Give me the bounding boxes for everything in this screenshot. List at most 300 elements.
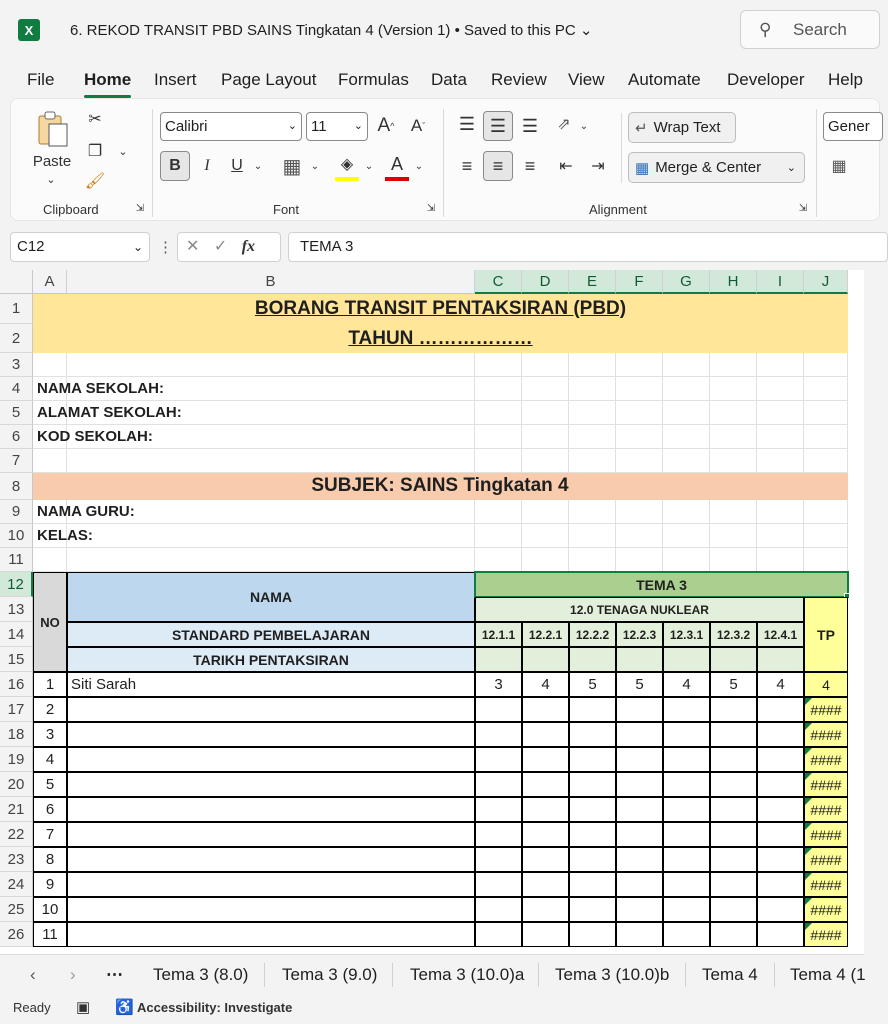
- cell[interactable]: [522, 524, 569, 548]
- header-standard-code[interactable]: 12.1.1: [475, 622, 522, 647]
- macro-record-icon[interactable]: ▣: [76, 999, 91, 1016]
- score-cell[interactable]: [522, 797, 569, 822]
- score-cell[interactable]: [616, 722, 663, 747]
- format-painter-icon[interactable]: 🖌: [84, 173, 106, 190]
- cell[interactable]: [710, 401, 757, 425]
- score-cell[interactable]: [569, 897, 616, 922]
- score-cell[interactable]: 3: [475, 672, 522, 697]
- score-cell[interactable]: [475, 847, 522, 872]
- font-size-select[interactable]: 11 ⌄: [306, 112, 368, 141]
- cell[interactable]: [522, 353, 569, 377]
- cell[interactable]: [663, 449, 710, 473]
- italic-button[interactable]: I: [204, 157, 210, 174]
- score-cell[interactable]: [569, 922, 616, 947]
- score-cell[interactable]: [757, 772, 804, 797]
- cell[interactable]: [522, 449, 569, 473]
- tp-cell[interactable]: ####: [804, 797, 848, 822]
- score-cell[interactable]: [475, 747, 522, 772]
- tarikh-cell[interactable]: [757, 647, 804, 672]
- label-alamat-sekolah[interactable]: ALAMAT SEKOLAH:: [33, 401, 475, 425]
- tab-data[interactable]: Data: [431, 70, 467, 89]
- fill-color-dropdown-icon[interactable]: ⌄: [364, 160, 374, 172]
- paste-dropdown-icon[interactable]: ⌄: [46, 173, 56, 186]
- cell[interactable]: [757, 353, 804, 377]
- sheet-tab[interactable]: Tema 4: [702, 965, 758, 984]
- score-cell[interactable]: [710, 897, 757, 922]
- cell[interactable]: [33, 449, 67, 473]
- header-standard-code[interactable]: 12.2.2: [569, 622, 616, 647]
- score-cell[interactable]: [569, 822, 616, 847]
- cell[interactable]: [475, 401, 522, 425]
- decrease-indent-icon[interactable]: ⇤: [559, 158, 573, 175]
- sheet-tab[interactable]: Tema 3 (8.0): [153, 965, 249, 984]
- column-header[interactable]: F: [616, 270, 663, 294]
- score-cell[interactable]: 4: [757, 672, 804, 697]
- tp-cell[interactable]: ####: [804, 897, 848, 922]
- tarikh-cell[interactable]: [569, 647, 616, 672]
- student-name[interactable]: [67, 897, 475, 922]
- borders-icon[interactable]: ▦: [282, 155, 302, 178]
- row-header[interactable]: 9: [0, 500, 33, 524]
- row-header[interactable]: 23: [0, 847, 33, 872]
- row-header[interactable]: 1: [0, 294, 33, 324]
- score-cell[interactable]: [616, 847, 663, 872]
- label-nama-guru[interactable]: NAMA GURU:: [33, 500, 475, 524]
- student-no[interactable]: 7: [33, 822, 67, 847]
- cell[interactable]: [475, 500, 522, 524]
- tab-help[interactable]: Help: [828, 70, 863, 89]
- score-cell[interactable]: [569, 772, 616, 797]
- score-cell[interactable]: [757, 872, 804, 897]
- score-cell[interactable]: [663, 797, 710, 822]
- student-name[interactable]: [67, 797, 475, 822]
- student-no[interactable]: 6: [33, 797, 67, 822]
- column-header[interactable]: E: [569, 270, 616, 294]
- cell[interactable]: [663, 524, 710, 548]
- student-no[interactable]: 5: [33, 772, 67, 797]
- align-left-icon[interactable]: ≡: [461, 155, 473, 176]
- orientation-dropdown-icon[interactable]: ⌄: [579, 120, 589, 132]
- cell[interactable]: [33, 548, 67, 572]
- student-name[interactable]: [67, 772, 475, 797]
- align-right-icon[interactable]: ≡: [524, 155, 536, 176]
- insert-function-icon[interactable]: fx: [241, 238, 256, 255]
- student-no[interactable]: 3: [33, 722, 67, 747]
- cell[interactable]: [757, 500, 804, 524]
- row-header[interactable]: 17: [0, 697, 33, 722]
- student-name[interactable]: [67, 872, 475, 897]
- document-title[interactable]: 6. REKOD TRANSIT PBD SAINS Tingkatan 4 (Version 1) • Saved to this PC ⌄: [70, 22, 593, 39]
- tp-cell[interactable]: ####: [804, 747, 848, 772]
- score-cell[interactable]: [522, 722, 569, 747]
- score-cell[interactable]: [616, 822, 663, 847]
- score-cell[interactable]: [569, 847, 616, 872]
- cut-icon[interactable]: ✂: [88, 111, 102, 128]
- score-cell[interactable]: [475, 922, 522, 947]
- row-header[interactable]: 7: [0, 449, 33, 473]
- cell[interactable]: [616, 401, 663, 425]
- cell[interactable]: [663, 353, 710, 377]
- cell[interactable]: [757, 401, 804, 425]
- score-cell[interactable]: [616, 872, 663, 897]
- accounting-format-icon[interactable]: ▦: [831, 158, 847, 175]
- tp-cell[interactable]: ####: [804, 922, 848, 947]
- cell[interactable]: [67, 548, 475, 572]
- cell[interactable]: [569, 548, 616, 572]
- font-color-dropdown-icon[interactable]: ⌄: [414, 160, 424, 172]
- score-cell[interactable]: [757, 847, 804, 872]
- cell[interactable]: [475, 377, 522, 401]
- search-box[interactable]: [740, 10, 880, 49]
- score-cell[interactable]: [757, 697, 804, 722]
- student-name[interactable]: Siti Sarah: [67, 672, 475, 697]
- sheet-year[interactable]: TAHUN ………………: [348, 327, 533, 349]
- paste-label[interactable]: Paste: [32, 152, 72, 170]
- score-cell[interactable]: [663, 747, 710, 772]
- score-cell[interactable]: [710, 922, 757, 947]
- row-header[interactable]: 21: [0, 797, 33, 822]
- score-cell[interactable]: 4: [522, 672, 569, 697]
- number-format-select[interactable]: Gener: [823, 112, 883, 141]
- cell[interactable]: [710, 449, 757, 473]
- wrap-text-button[interactable]: ↵ Wrap Text: [628, 112, 736, 143]
- cell[interactable]: [522, 377, 569, 401]
- cell[interactable]: [569, 425, 616, 449]
- score-cell[interactable]: [616, 747, 663, 772]
- tp-cell[interactable]: ####: [804, 697, 848, 722]
- column-header[interactable]: D: [522, 270, 569, 294]
- header-nama[interactable]: NAMA: [67, 572, 475, 622]
- student-no[interactable]: 10: [33, 897, 67, 922]
- cell[interactable]: [616, 377, 663, 401]
- select-all-corner[interactable]: [0, 270, 33, 294]
- middle-align-icon[interactable]: ☰: [483, 111, 513, 141]
- header-standard[interactable]: STANDARD PEMBELAJARAN: [67, 622, 475, 647]
- cell[interactable]: [663, 401, 710, 425]
- sheet-tab[interactable]: Tema 3 (10.0)b: [555, 965, 670, 984]
- student-no[interactable]: 1: [33, 672, 67, 697]
- header-tema[interactable]: TEMA 3: [475, 572, 848, 597]
- score-cell[interactable]: [710, 747, 757, 772]
- cell[interactable]: [67, 353, 475, 377]
- score-cell[interactable]: [663, 772, 710, 797]
- tab-review[interactable]: Review: [491, 70, 547, 89]
- header-standard-code[interactable]: 12.3.1: [663, 622, 710, 647]
- underline-button[interactable]: U: [231, 157, 243, 174]
- tab-page-layout[interactable]: Page Layout: [221, 70, 317, 89]
- score-cell[interactable]: [710, 797, 757, 822]
- cell[interactable]: [569, 449, 616, 473]
- score-cell[interactable]: [522, 922, 569, 947]
- header-standard-code[interactable]: 12.2.3: [616, 622, 663, 647]
- score-cell[interactable]: [475, 797, 522, 822]
- font-name-select[interactable]: Calibri ⌄: [160, 112, 302, 141]
- score-cell[interactable]: [522, 747, 569, 772]
- row-header[interactable]: 15: [0, 647, 33, 672]
- cell[interactable]: [616, 353, 663, 377]
- sheet-tab[interactable]: Tema 4 (1: [790, 965, 866, 984]
- score-cell[interactable]: [663, 697, 710, 722]
- tp-cell[interactable]: 4: [804, 672, 848, 697]
- cell[interactable]: [67, 449, 475, 473]
- cell[interactable]: [710, 377, 757, 401]
- cell[interactable]: [804, 401, 848, 425]
- student-name[interactable]: [67, 822, 475, 847]
- merge-center-button[interactable]: ▦ Merge & Center ⌄: [628, 152, 805, 183]
- score-cell[interactable]: [569, 722, 616, 747]
- fill-color-icon[interactable]: ◈: [335, 151, 359, 181]
- cell[interactable]: [710, 524, 757, 548]
- score-cell[interactable]: 4: [663, 672, 710, 697]
- cell[interactable]: [569, 353, 616, 377]
- score-cell[interactable]: [710, 722, 757, 747]
- cell[interactable]: [616, 548, 663, 572]
- dialog-launcher-icon[interactable]: ⇲: [135, 202, 145, 214]
- clipboard-paste-icon[interactable]: [33, 109, 73, 151]
- top-align-icon[interactable]: ☰: [458, 113, 476, 134]
- dialog-launcher-icon[interactable]: ⇲: [798, 202, 808, 214]
- tarikh-cell[interactable]: [710, 647, 757, 672]
- tp-cell[interactable]: ####: [804, 772, 848, 797]
- cell[interactable]: [757, 449, 804, 473]
- cell[interactable]: [710, 500, 757, 524]
- score-cell[interactable]: [663, 822, 710, 847]
- cell[interactable]: [616, 500, 663, 524]
- row-header[interactable]: 20: [0, 772, 33, 797]
- cell[interactable]: [804, 425, 848, 449]
- cell[interactable]: [475, 524, 522, 548]
- score-cell[interactable]: [710, 822, 757, 847]
- header-standard-code[interactable]: 12.3.2: [710, 622, 757, 647]
- score-cell[interactable]: [757, 897, 804, 922]
- score-cell[interactable]: [710, 872, 757, 897]
- score-cell[interactable]: [757, 797, 804, 822]
- score-cell[interactable]: [616, 772, 663, 797]
- bottom-align-icon[interactable]: ☰: [521, 115, 539, 136]
- header-tarikh[interactable]: TARIKH PENTAKSIRAN: [67, 647, 475, 672]
- score-cell[interactable]: 5: [710, 672, 757, 697]
- score-cell[interactable]: [522, 772, 569, 797]
- row-header[interactable]: 25: [0, 897, 33, 922]
- cell[interactable]: [757, 548, 804, 572]
- tab-insert[interactable]: Insert: [154, 70, 197, 89]
- tab-automate[interactable]: Automate: [628, 70, 701, 89]
- score-cell[interactable]: [616, 922, 663, 947]
- tp-cell[interactable]: ####: [804, 822, 848, 847]
- cell[interactable]: [757, 425, 804, 449]
- header-topic[interactable]: 12.0 TENAGA NUKLEAR: [475, 597, 804, 622]
- score-cell[interactable]: [569, 747, 616, 772]
- cell[interactable]: [663, 377, 710, 401]
- cell[interactable]: [475, 425, 522, 449]
- cell[interactable]: [569, 401, 616, 425]
- column-header[interactable]: J: [804, 270, 848, 294]
- score-cell[interactable]: [616, 697, 663, 722]
- cell[interactable]: [475, 353, 522, 377]
- row-header[interactable]: 13: [0, 597, 33, 622]
- column-header[interactable]: H: [710, 270, 757, 294]
- score-cell[interactable]: [616, 897, 663, 922]
- subject-banner[interactable]: SUBJEK: SAINS Tingkatan 4: [33, 473, 848, 500]
- score-cell[interactable]: [710, 847, 757, 872]
- column-header[interactable]: B: [67, 270, 475, 294]
- cell[interactable]: [616, 449, 663, 473]
- score-cell[interactable]: 5: [616, 672, 663, 697]
- cell[interactable]: [569, 500, 616, 524]
- header-tp[interactable]: TP: [804, 597, 848, 672]
- score-cell[interactable]: [616, 797, 663, 822]
- tarikh-cell[interactable]: [522, 647, 569, 672]
- row-header[interactable]: 5: [0, 401, 33, 425]
- score-cell[interactable]: [522, 847, 569, 872]
- row-header[interactable]: 4: [0, 377, 33, 401]
- row-header[interactable]: 3: [0, 353, 33, 377]
- cell[interactable]: [804, 449, 848, 473]
- score-cell[interactable]: [522, 822, 569, 847]
- score-cell[interactable]: [522, 897, 569, 922]
- student-no[interactable]: 2: [33, 697, 67, 722]
- score-cell[interactable]: [569, 872, 616, 897]
- column-header[interactable]: G: [663, 270, 710, 294]
- row-header[interactable]: 11: [0, 548, 33, 572]
- cell[interactable]: [569, 377, 616, 401]
- student-name[interactable]: [67, 722, 475, 747]
- score-cell[interactable]: [663, 847, 710, 872]
- cell[interactable]: [710, 353, 757, 377]
- cell[interactable]: [522, 548, 569, 572]
- column-header[interactable]: C: [475, 270, 522, 294]
- cell[interactable]: [475, 449, 522, 473]
- cell[interactable]: [522, 500, 569, 524]
- row-header[interactable]: 12: [0, 572, 33, 597]
- score-cell[interactable]: [757, 722, 804, 747]
- cell[interactable]: [757, 524, 804, 548]
- column-header[interactable]: A: [33, 270, 67, 294]
- cell[interactable]: [804, 500, 848, 524]
- student-no[interactable]: 8: [33, 847, 67, 872]
- header-standard-code[interactable]: 12.2.1: [522, 622, 569, 647]
- score-cell[interactable]: [710, 772, 757, 797]
- cancel-icon[interactable]: ✕: [186, 238, 200, 255]
- score-cell[interactable]: [475, 697, 522, 722]
- tab-formulas[interactable]: Formulas: [338, 70, 409, 89]
- align-center-icon[interactable]: ≡: [483, 151, 513, 181]
- sheet-tab[interactable]: Tema 3 (10.0)a: [410, 965, 525, 984]
- label-kelas[interactable]: KELAS:: [33, 524, 475, 548]
- score-cell[interactable]: [522, 697, 569, 722]
- row-header[interactable]: 22: [0, 822, 33, 847]
- more-sheets-icon[interactable]: ⋯: [106, 965, 123, 984]
- cell[interactable]: [616, 425, 663, 449]
- cell[interactable]: [475, 548, 522, 572]
- orientation-icon[interactable]: ⇗: [557, 116, 571, 133]
- sheet-title[interactable]: BORANG TRANSIT PENTAKSIRAN (PBD): [254, 298, 627, 319]
- cell[interactable]: [616, 524, 663, 548]
- accessibility-icon[interactable]: ♿: [115, 999, 134, 1016]
- score-cell[interactable]: [757, 747, 804, 772]
- cell[interactable]: [522, 425, 569, 449]
- row-header[interactable]: 8: [0, 473, 33, 500]
- underline-dropdown-icon[interactable]: ⌄: [253, 160, 263, 172]
- student-name[interactable]: [67, 847, 475, 872]
- label-kod-sekolah[interactable]: KOD SEKOLAH:: [33, 425, 475, 449]
- enter-icon[interactable]: ✓: [213, 238, 228, 255]
- font-color-icon[interactable]: A: [385, 151, 409, 181]
- sheet-tab[interactable]: Tema 3 (9.0): [282, 965, 378, 984]
- cell[interactable]: [663, 500, 710, 524]
- row-header[interactable]: 16: [0, 672, 33, 697]
- score-cell[interactable]: [475, 772, 522, 797]
- cell[interactable]: [663, 425, 710, 449]
- student-no[interactable]: 4: [33, 747, 67, 772]
- score-cell[interactable]: [569, 697, 616, 722]
- row-header[interactable]: 6: [0, 425, 33, 449]
- score-cell[interactable]: [569, 797, 616, 822]
- row-header[interactable]: 26: [0, 922, 33, 947]
- score-cell[interactable]: [522, 872, 569, 897]
- student-name[interactable]: [67, 747, 475, 772]
- bold-button[interactable]: B: [160, 151, 190, 181]
- row-header[interactable]: 2: [0, 324, 33, 353]
- student-no[interactable]: 11: [33, 922, 67, 947]
- student-no[interactable]: 9: [33, 872, 67, 897]
- cell[interactable]: [710, 425, 757, 449]
- decrease-font-icon[interactable]: A ˇ: [410, 116, 426, 135]
- score-cell[interactable]: [757, 822, 804, 847]
- cell[interactable]: [710, 548, 757, 572]
- cell[interactable]: [522, 401, 569, 425]
- row-header[interactable]: 10: [0, 524, 33, 548]
- increase-indent-icon[interactable]: ⇥: [591, 158, 605, 175]
- cell[interactable]: [804, 524, 848, 548]
- tarikh-cell[interactable]: [663, 647, 710, 672]
- score-cell[interactable]: [475, 872, 522, 897]
- score-cell[interactable]: [475, 822, 522, 847]
- score-cell[interactable]: [757, 922, 804, 947]
- score-cell[interactable]: 5: [569, 672, 616, 697]
- scroll-tabs-right-icon[interactable]: ›: [70, 965, 76, 984]
- copy-icon[interactable]: ❐: [87, 143, 103, 160]
- tp-cell[interactable]: ####: [804, 872, 848, 897]
- header-no[interactable]: NO: [33, 572, 67, 672]
- header-standard-code[interactable]: 12.4.1: [757, 622, 804, 647]
- name-box[interactable]: C12 ⌄: [10, 232, 150, 262]
- row-header[interactable]: 19: [0, 747, 33, 772]
- student-name[interactable]: [67, 922, 475, 947]
- tp-cell[interactable]: ####: [804, 722, 848, 747]
- score-cell[interactable]: [663, 722, 710, 747]
- row-header[interactable]: 18: [0, 722, 33, 747]
- tp-cell[interactable]: ####: [804, 847, 848, 872]
- score-cell[interactable]: [663, 872, 710, 897]
- tab-home[interactable]: Home: [84, 70, 132, 89]
- score-cell[interactable]: [663, 897, 710, 922]
- column-header[interactable]: I: [757, 270, 804, 294]
- tab-file[interactable]: File: [27, 70, 55, 89]
- row-header[interactable]: 24: [0, 872, 33, 897]
- accessibility-status[interactable]: Accessibility: Investigate: [137, 1000, 293, 1015]
- cell[interactable]: [804, 377, 848, 401]
- scroll-tabs-left-icon[interactable]: ‹: [30, 965, 36, 984]
- cell[interactable]: [569, 524, 616, 548]
- tarikh-cell[interactable]: [616, 647, 663, 672]
- formula-input[interactable]: TEMA 3: [288, 232, 888, 262]
- cell[interactable]: [804, 548, 848, 572]
- tab-developer[interactable]: Developer: [727, 70, 805, 89]
- more-options-icon[interactable]: ⋮: [158, 239, 173, 256]
- borders-dropdown-icon[interactable]: ⌄: [310, 160, 320, 172]
- tarikh-cell[interactable]: [475, 647, 522, 672]
